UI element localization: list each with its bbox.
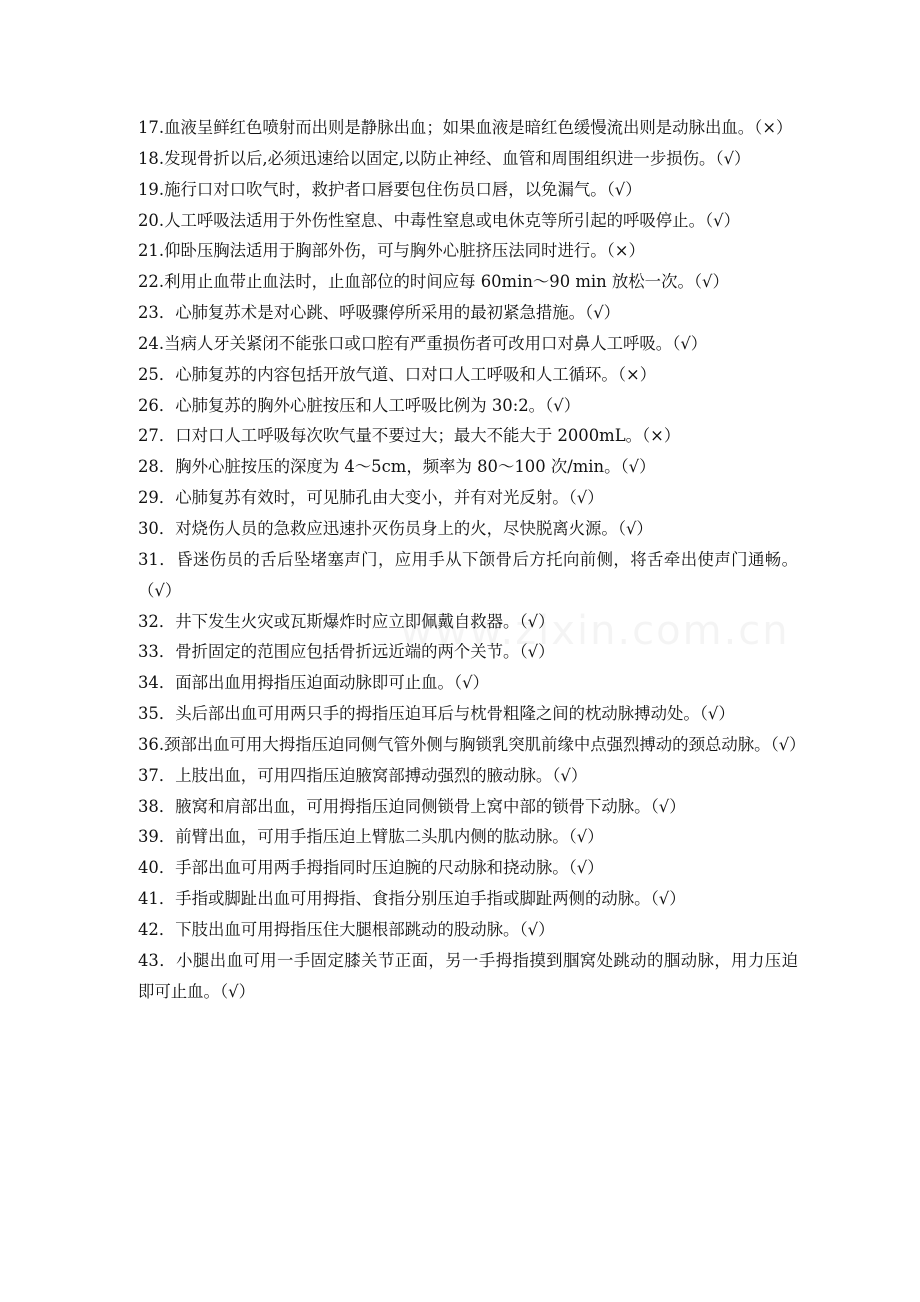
question-item-29: 29．心肺复苏有效时，可见肺孔由大变小，并有对光反射。（√）	[138, 488, 604, 508]
question-item-25: 25．心肺复苏的内容包括开放气道、口对口人工呼吸和人工循环。（×）	[138, 364, 657, 384]
question-list	[138, 113, 806, 1007]
question-item-27: 27．口对口人工呼吸每次吹气量不要过大；最大不能大于 2000mL。（×）	[138, 426, 681, 446]
question-item-41: 41．手指或脚趾出血可用拇指、食指分别压迫手指或脚趾两侧的动脉。（√）	[138, 889, 686, 909]
question-item-34: 34．面部出血用拇指压迫面动脉即可止血。（√）	[138, 673, 489, 693]
question-item-21: 21.仰卧压胸法适用于胸部外伤，可与胸外心脏挤压法同时进行。（×）	[138, 241, 645, 261]
question-item-42: 42．下肢出血可用拇指压住大腿根部跳动的股动脉。（√）	[138, 919, 555, 939]
question-item-26: 26．心肺复苏的胸外心脏按压和人工呼吸比例为 30:2。（√）	[138, 395, 581, 415]
question-item-40: 40．手部出血可用两手拇指同时压迫腕的尺动脉和挠动脉。（√）	[138, 858, 604, 878]
question-item-28: 28．胸外心脏按压的深度为 4～5cm，频率为 80～100 次/min。（√）	[138, 457, 656, 477]
question-item-17: 17.血液呈鲜红色喷射而出则是静脉出血；如果血液是暗红色缓慢流出则是动脉出血。（×）	[138, 118, 793, 137]
question-item-31: 31．昏迷伤员的舌后坠堵塞声门，应用手从下颌骨后方托向前侧，将舌牵出使声门通畅。（√）	[138, 549, 798, 600]
question-item-19: 19.施行口对口吹气时，救护者口唇要包住伤员口唇，以免漏气。（√）	[138, 179, 642, 199]
question-item-36: 36.颈部出血可用大拇指压迫同侧气管外侧与胸锁乳突肌前缘中点强烈搏动的颈总动脉。（√）	[138, 734, 806, 754]
question-item-33: 33．骨折固定的范围应包括骨折远近端的两个关节。（√）	[138, 642, 555, 662]
question-item-18: 18.发现骨折以后,必须迅速给以固定,以防止神经、血管和周围组织进一步损伤。（√）	[138, 148, 751, 168]
question-item-22: 22.利用止血带止血法时，止血部位的时间应每 60min～90 min 放松一次。（√）	[138, 272, 729, 292]
question-item-32: 32．井下发生火灾或瓦斯爆炸时应立即佩戴自救器。（√）	[138, 611, 555, 631]
question-item-35: 35．头后部出血可用两只手的拇指压迫耳后与枕骨粗隆之间的枕动脉搏动处。（√）	[138, 704, 735, 724]
question-item-37: 37．上肢出血，可用四指压迫腋窝部搏动强烈的腋动脉。（√）	[138, 765, 588, 785]
question-item-20: 20.人工呼吸法适用于外伤性窒息、中毒性窒息或电休克等所引起的呼吸停止。（√）	[138, 210, 740, 230]
question-item-24: 24.当病人牙关紧闭不能张口或口腔有严重损伤者可改用口对鼻人工呼吸。（√）	[138, 333, 708, 353]
question-item-38: 38．腋窝和肩部出血，可用拇指压迫同侧锁骨上窝中部的锁骨下动脉。（√）	[138, 796, 686, 816]
question-item-30: 30．对烧伤人员的急救应迅速扑灭伤员身上的火，尽快脱离火源。（√）	[138, 518, 653, 538]
question-item-43: 43．小腿出血可用一手固定膝关节正面，另一手拇指摸到腘窝处跳动的腘动脉，用力压迫即可止血。（√）	[138, 950, 798, 1001]
question-item-23: 23．心肺复苏术是对心跳、呼吸骤停所采用的最初紧急措施。（√）	[138, 303, 621, 323]
question-item-39: 39．前臂出血，可用手指压迫上臂肱二头肌内侧的肱动脉。（√）	[138, 827, 604, 847]
